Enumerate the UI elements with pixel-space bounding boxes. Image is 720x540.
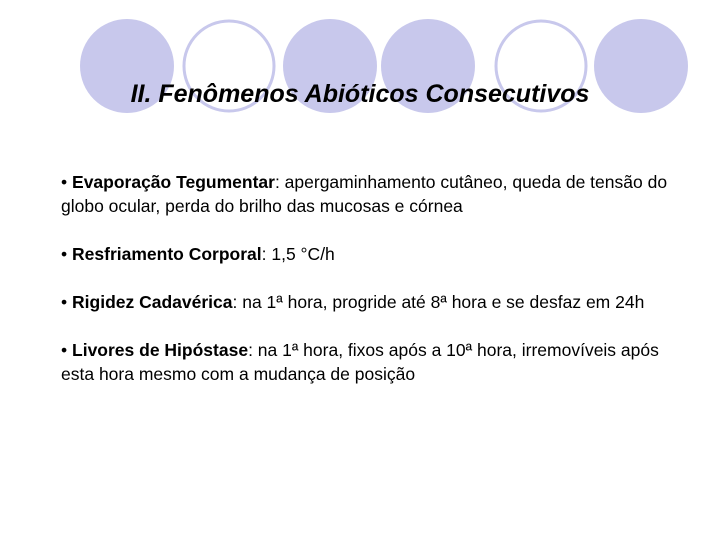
- bullet-marker: •: [61, 292, 68, 312]
- bullet-term: Evaporação Tegumentar: [72, 172, 275, 192]
- bullet-text: : na 1ª hora, progride até 8ª hora e se desfaz em 24h: [232, 292, 645, 312]
- bullet-item: [61, 290, 691, 314]
- bullet-item: [61, 242, 691, 266]
- bullet-term: Resfriamento Corporal: [72, 244, 262, 264]
- decorative-circles: [0, 0, 720, 140]
- bullet-text: : apergaminhamento cutâneo, queda de tensão do globo ocular, perda do brilho das mucosas e córnea: [61, 172, 668, 216]
- bullet-list: [61, 170, 691, 410]
- bullet-marker: •: [61, 172, 68, 192]
- bullet-text: : 1,5 °C/h: [261, 244, 335, 264]
- bullet-term: Livores de Hipóstase: [72, 340, 249, 360]
- bullet-marker: •: [61, 244, 68, 264]
- slide-title: II. Fenômenos Abióticos Consecutivos: [130, 80, 590, 108]
- bullet-item: [61, 338, 691, 386]
- bullet-term: Rigidez Cadavérica: [72, 292, 233, 312]
- bullet-item: [61, 170, 691, 218]
- bullet-marker: •: [61, 340, 68, 360]
- bullet-text: : na 1ª hora, fixos após a 10ª hora, irremovíveis após esta hora mesmo com a mudança de posição: [61, 340, 659, 384]
